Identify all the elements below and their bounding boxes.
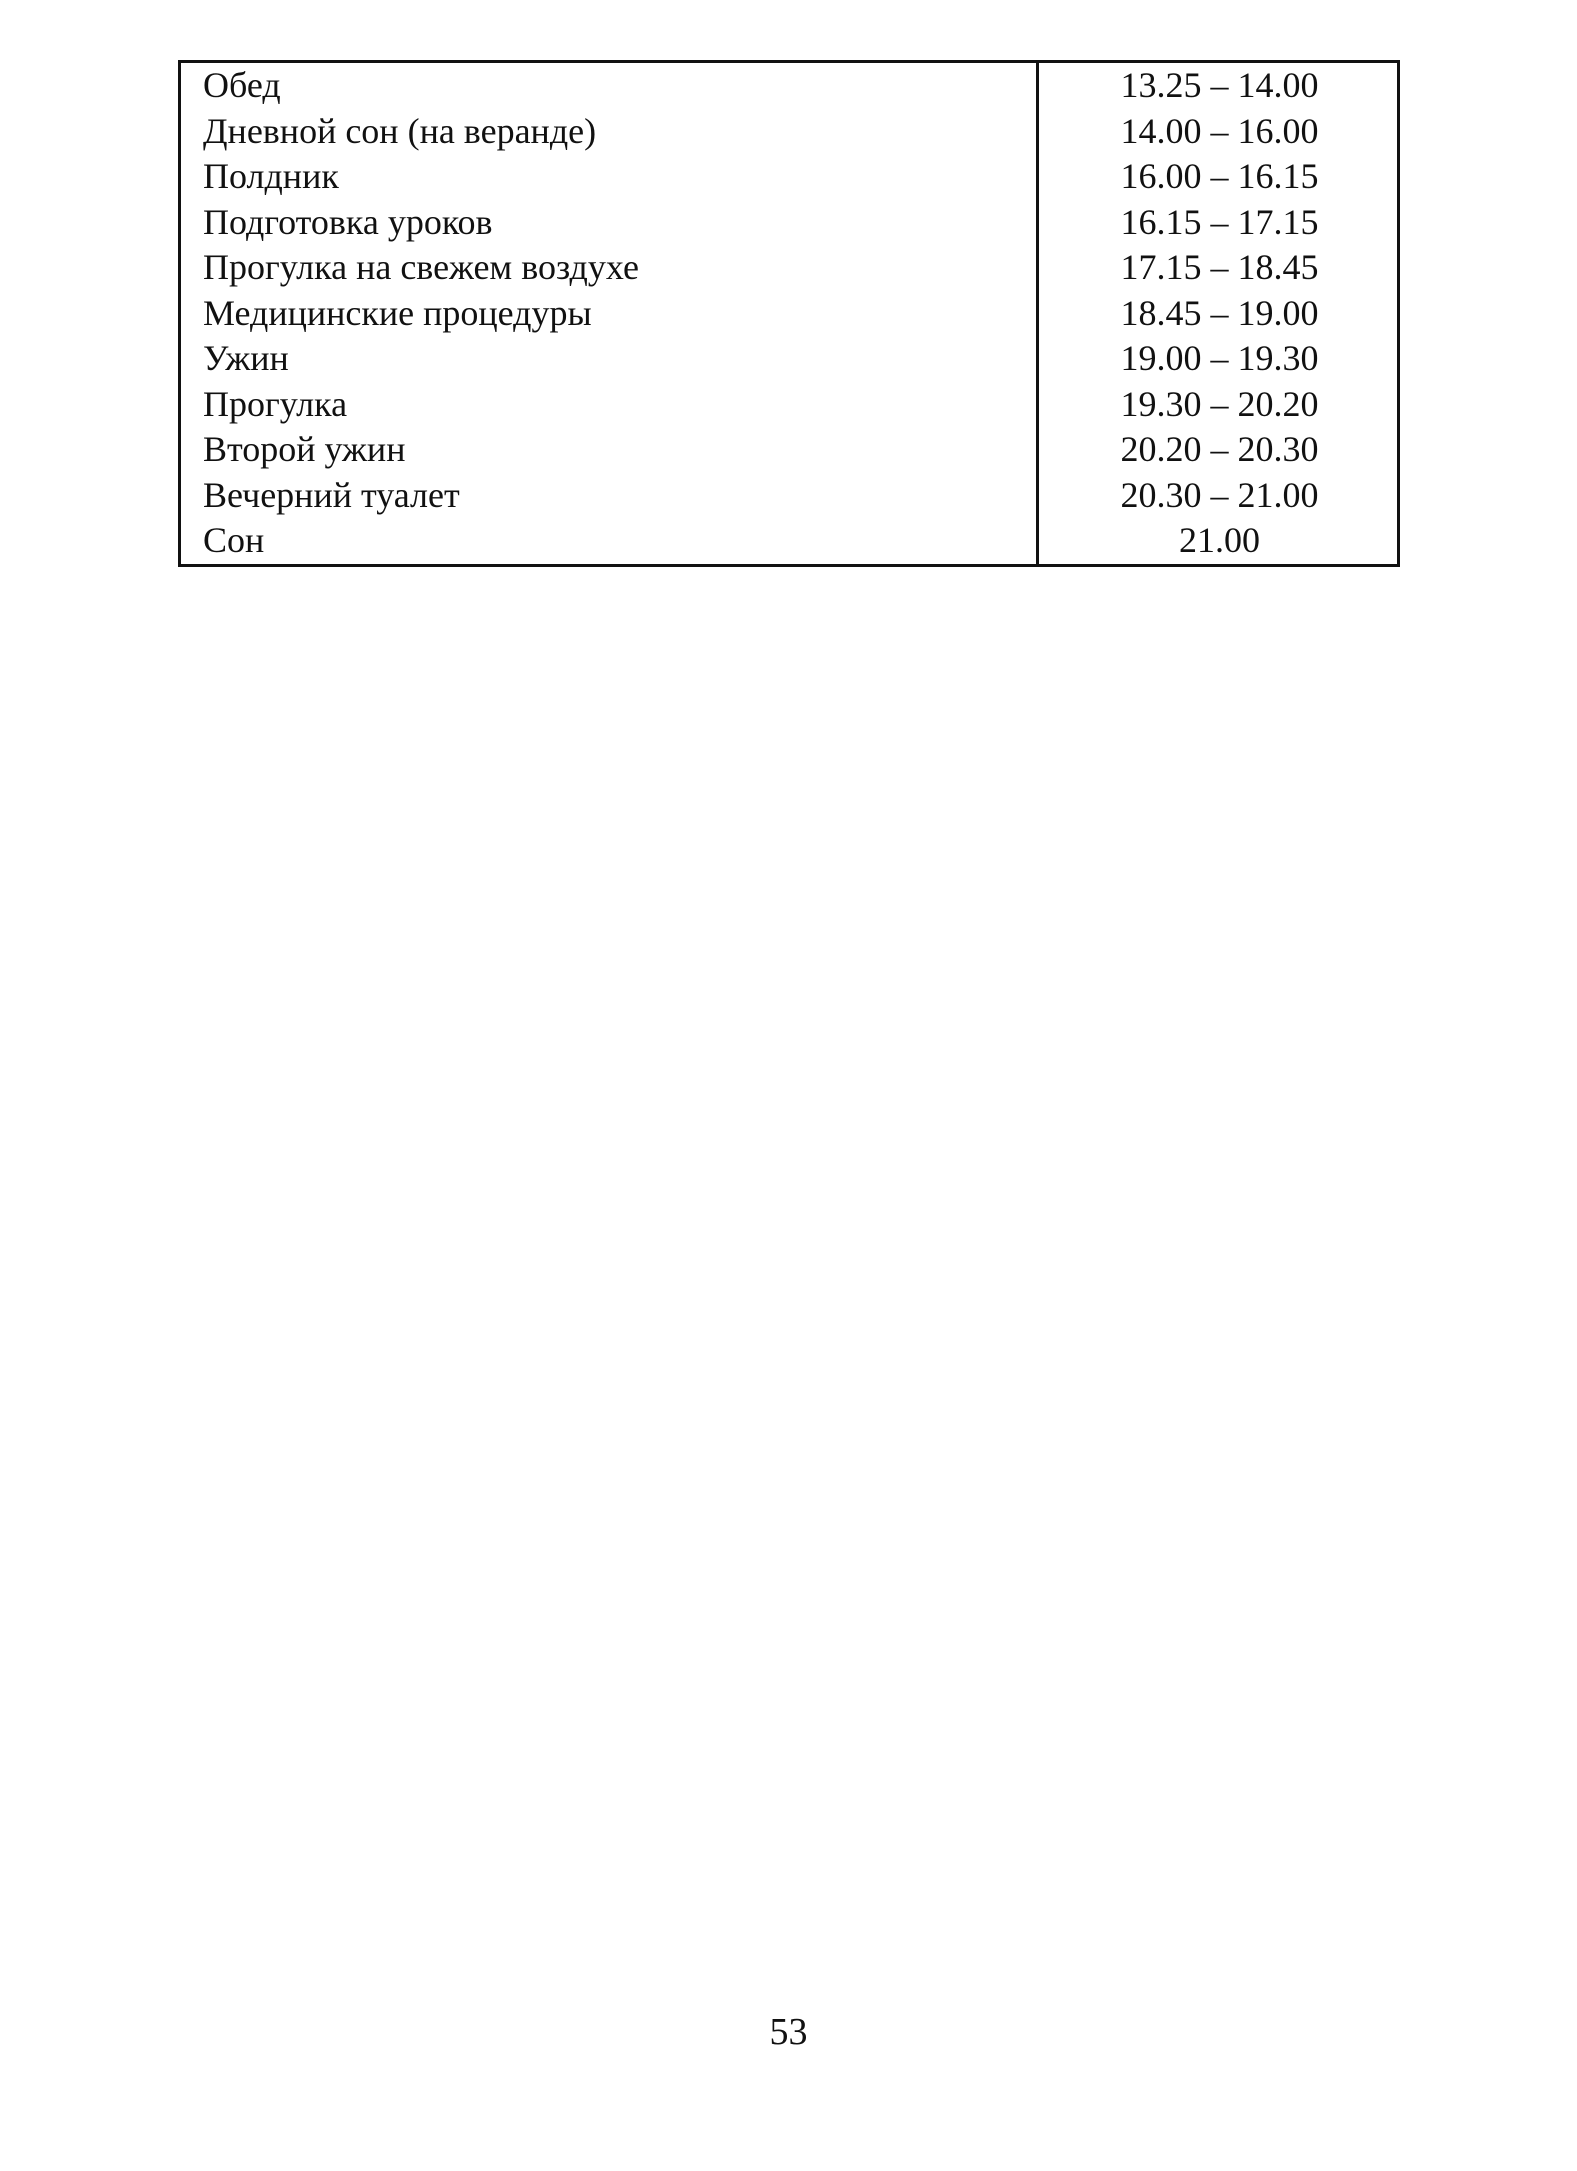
table-row — [181, 427, 1397, 473]
table-row — [181, 336, 1397, 382]
time-cell: 20.30 – 21.00 — [1120, 474, 1319, 515]
schedule-table — [178, 60, 1400, 567]
activity-cell: Прогулка — [203, 383, 348, 424]
table-row — [181, 291, 1397, 337]
table-row — [181, 63, 1397, 109]
activity-cell: Вечерний туалет — [203, 474, 460, 515]
time-cell: 16.00 – 16.15 — [1120, 156, 1319, 196]
table-row — [181, 245, 1397, 291]
activity-cell: Прогулка на свежем воздухе — [203, 247, 639, 287]
activity-cell: Обед — [203, 65, 281, 105]
time-cell: 16.15 – 17.15 — [1120, 201, 1319, 242]
time-cell: 21.00 — [1179, 520, 1260, 560]
time-cell: 17.15 – 18.45 — [1120, 247, 1319, 287]
activity-cell: Полдник — [203, 156, 339, 196]
time-cell: 20.20 – 20.30 — [1120, 429, 1319, 469]
time-cell: 14.00 – 16.00 — [1120, 110, 1319, 151]
time-cell: 19.30 – 20.20 — [1120, 383, 1319, 424]
table-row — [181, 154, 1397, 200]
table-row — [181, 473, 1397, 519]
activity-cell: Подготовка уроков — [203, 201, 493, 242]
table-row — [181, 382, 1397, 428]
time-cell: 19.00 – 19.30 — [1120, 338, 1319, 378]
table-row — [181, 518, 1397, 564]
activity-cell: Второй ужин — [203, 429, 406, 469]
table-row — [181, 109, 1397, 155]
time-cell: 13.25 – 14.00 — [1120, 65, 1319, 105]
table-row — [181, 200, 1397, 246]
time-cell: 18.45 – 19.00 — [1120, 292, 1319, 333]
activity-cell: Ужин — [203, 338, 289, 378]
activity-cell: Дневной сон (на веранде) — [203, 110, 597, 151]
activity-cell: Медицинские процедуры — [203, 292, 592, 333]
page-number: 53 — [769, 2011, 808, 2053]
activity-cell: Сон — [203, 520, 265, 560]
